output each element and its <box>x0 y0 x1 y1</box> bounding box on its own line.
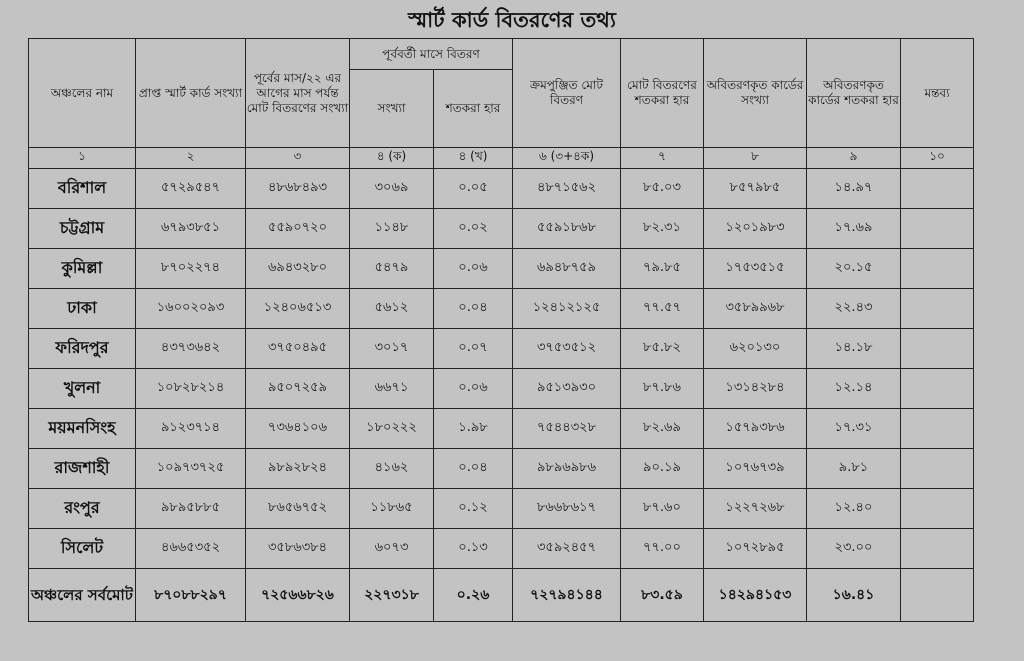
header-region: অঞ্চলের নাম <box>29 39 136 148</box>
cell-name: ঢাকা <box>29 289 136 329</box>
cell-count: ৬০৭৩ <box>350 529 434 569</box>
cell-name: কুমিল্লা <box>29 249 136 289</box>
cell-name: বরিশাল <box>29 169 136 209</box>
index-cell: ৬ (৩+৪ক) <box>513 148 621 169</box>
cell-upct: ২৩.০০ <box>807 529 901 569</box>
total-name: অঞ্চলের সর্বমোট <box>29 569 136 622</box>
table-row <box>29 489 974 529</box>
table-row <box>29 249 974 289</box>
cell-received: ৮৭০২২৭৪ <box>136 249 246 289</box>
cell-prev: ৯৫০৭২৫৯ <box>246 369 350 409</box>
header-prev-month-group: পূর্ববর্তী মাসে বিতরণ <box>350 39 513 70</box>
cell-remark <box>901 449 974 489</box>
cell-cum: ৭৫৪৪৩২৮ <box>513 409 621 449</box>
cell-undist: ১২২৭২৬৮ <box>704 489 807 529</box>
cell-count: ৬৬৭১ <box>350 369 434 409</box>
cell-name: সিলেট <box>29 529 136 569</box>
cell-upct: ১৭.৩১ <box>807 409 901 449</box>
cell-dpct: ৭৯.৮৫ <box>621 249 704 289</box>
index-cell: ১০ <box>901 148 974 169</box>
cell-undist: ১৭৫৩৫১৫ <box>704 249 807 289</box>
cell-undist: ১৩১৪২৮৪ <box>704 369 807 409</box>
cell-remark <box>901 369 974 409</box>
cell-dpct: ৮২.৬৯ <box>621 409 704 449</box>
table-row <box>29 369 974 409</box>
cell-cum: ৯৫১৩৯৩০ <box>513 369 621 409</box>
page-title: স্মার্ট কার্ড বিতরণের তথ্য <box>408 7 616 32</box>
header-prev-dist: পূর্বের মাস/২২ এর আগের মাস পর্যন্ত মোট বিতরণের সংখ্যা <box>246 39 350 148</box>
total-received: ৮৭০৮৮২৯৭ <box>136 569 246 622</box>
cell-undist: ১৫৭৯৩৮৬ <box>704 409 807 449</box>
cell-undist: ৮৫৭৯৮৫ <box>704 169 807 209</box>
cell-remark <box>901 489 974 529</box>
header-dist-pct: মোট বিতরণের শতকরা হার <box>621 39 704 148</box>
cell-name: ময়মনসিংহ <box>29 409 136 449</box>
total-row <box>29 569 974 622</box>
cell-undist: ৩৫৮৯৯৬৮ <box>704 289 807 329</box>
cell-pct: ০.১২ <box>434 489 513 529</box>
cell-dpct: ৮৭.৮৬ <box>621 369 704 409</box>
cell-name: রাজশাহী <box>29 449 136 489</box>
cell-remark <box>901 329 974 369</box>
header-cumulative: ক্রমপুঞ্জিত মোট বিতরণ <box>513 39 621 148</box>
cell-cum: ৮৬৬৮৬১৭ <box>513 489 621 529</box>
cell-pct: ০.১৩ <box>434 529 513 569</box>
cell-count: ৫৪৭৯ <box>350 249 434 289</box>
cell-dpct: ৮২.৩১ <box>621 209 704 249</box>
cell-dpct: ৯০.১৯ <box>621 449 704 489</box>
total-undist: ১৪২৯৪১৫৩ <box>704 569 807 622</box>
total-count: ২২৭৩১৮ <box>350 569 434 622</box>
table-row <box>29 209 974 249</box>
header-remarks: মন্তব্য <box>901 39 974 148</box>
cell-upct: ১৭.৬৯ <box>807 209 901 249</box>
index-cell: ৭ <box>621 148 704 169</box>
table-row <box>29 289 974 329</box>
cell-pct: ০.০৭ <box>434 329 513 369</box>
cell-upct: ২২.৪৩ <box>807 289 901 329</box>
table-row <box>29 529 974 569</box>
cell-pct: ০.০২ <box>434 209 513 249</box>
cell-name: রংপুর <box>29 489 136 529</box>
index-cell: ৩ <box>246 148 350 169</box>
table-row <box>29 329 974 369</box>
header-undist-pct: অবিতরণকৃত কার্ডের শতকরা হার <box>807 39 901 148</box>
cell-pct: ০.০৬ <box>434 369 513 409</box>
cell-cum: ৬৯৪৮৭৫৯ <box>513 249 621 289</box>
cell-prev: ৩৭৫০৪৯৫ <box>246 329 350 369</box>
cell-remark <box>901 249 974 289</box>
total-dpct: ৮৩.৫৯ <box>621 569 704 622</box>
header-undist: অবিতরণকৃত কার্ডের সংখ্যা <box>704 39 807 148</box>
cell-dpct: ৮৫.০৩ <box>621 169 704 209</box>
cell-remark <box>901 409 974 449</box>
cell-prev: ৭৩৬৪১০৬ <box>246 409 350 449</box>
cell-pct: ০.০৬ <box>434 249 513 289</box>
cell-remark <box>901 169 974 209</box>
cell-dpct: ৮৫.৮২ <box>621 329 704 369</box>
cell-count: ৩০১৭ <box>350 329 434 369</box>
total-pct: ০.২৬ <box>434 569 513 622</box>
cell-prev: ৩৫৮৬৩৮৪ <box>246 529 350 569</box>
index-cell: ৪ (ক) <box>350 148 434 169</box>
cell-cum: ৫৫৯১৮৬৮ <box>513 209 621 249</box>
cell-pct: ১.৯৮ <box>434 409 513 449</box>
cell-name: ফরিদপুর <box>29 329 136 369</box>
cell-received: ৪৩৭৩৬৪২ <box>136 329 246 369</box>
index-cell: ১ <box>29 148 136 169</box>
cell-cum: ৩৭৫৩৫১২ <box>513 329 621 369</box>
cell-upct: ১২.৪০ <box>807 489 901 529</box>
cell-upct: ২০.১৫ <box>807 249 901 289</box>
cell-cum: ৩৫৯২৪৫৭ <box>513 529 621 569</box>
cell-received: ৫৭২৯৫৪৭ <box>136 169 246 209</box>
cell-dpct: ৮৭.৬০ <box>621 489 704 529</box>
cell-upct: ১২.১৪ <box>807 369 901 409</box>
cell-received: ১০৯৭৩৭২৫ <box>136 449 246 489</box>
cell-remark <box>901 529 974 569</box>
smart-card-table <box>28 38 974 622</box>
cell-pct: ০.০৪ <box>434 449 513 489</box>
cell-prev: ৬৯৪৩২৮০ <box>246 249 350 289</box>
cell-prev: ৮৬৫৬৭৫২ <box>246 489 350 529</box>
index-cell: ৯ <box>807 148 901 169</box>
cell-undist: ১০৭৬৭৩৯ <box>704 449 807 489</box>
cell-remark <box>901 289 974 329</box>
total-prev: ৭২৫৬৬৮২৬ <box>246 569 350 622</box>
cell-received: ৪৬৬৫৩৫২ <box>136 529 246 569</box>
index-row <box>29 148 974 169</box>
cell-undist: ১২০১৯৮৩ <box>704 209 807 249</box>
cell-count: ৪১৬২ <box>350 449 434 489</box>
cell-received: ৬৭৯৩৮৫১ <box>136 209 246 249</box>
cell-pct: ০.০৫ <box>434 169 513 209</box>
cell-upct: ১৪.৯৭ <box>807 169 901 209</box>
cell-count: ৩০৬৯ <box>350 169 434 209</box>
cell-received: ৯৮৯৫৮৮৫ <box>136 489 246 529</box>
header-prev-month-pct: শতকরা হার <box>434 70 513 148</box>
cell-count: ১১৮৬৫ <box>350 489 434 529</box>
cell-received: ১০৮২৮২১৪ <box>136 369 246 409</box>
cell-cum: ৪৮৭১৫৬২ <box>513 169 621 209</box>
total-remark <box>901 569 974 622</box>
header-received: প্রাপ্ত স্মার্ট কার্ড সংখ্যা <box>136 39 246 148</box>
header-prev-month-count: সংখ্যা <box>350 70 434 148</box>
index-cell: ৮ <box>704 148 807 169</box>
total-cum: ৭২৭৯৪১৪৪ <box>513 569 621 622</box>
cell-count: ৫৬১২ <box>350 289 434 329</box>
cell-cum: ৯৮৯৬৯৮৬ <box>513 449 621 489</box>
cell-count: ১১৪৮ <box>350 209 434 249</box>
cell-remark <box>901 209 974 249</box>
index-cell: ৪ (খ) <box>434 148 513 169</box>
cell-dpct: ৭৭.০০ <box>621 529 704 569</box>
cell-prev: ৫৫৯০৭২০ <box>246 209 350 249</box>
index-cell: ২ <box>136 148 246 169</box>
cell-undist: ৬২০১৩০ <box>704 329 807 369</box>
cell-prev: ৪৮৬৮৪৯৩ <box>246 169 350 209</box>
cell-upct: ৯.৮১ <box>807 449 901 489</box>
cell-cum: ১২৪১২১২৫ <box>513 289 621 329</box>
cell-undist: ১০৭২৮৯৫ <box>704 529 807 569</box>
cell-received: ৯১২৩৭১৪ <box>136 409 246 449</box>
cell-received: ১৬০০২০৯৩ <box>136 289 246 329</box>
cell-pct: ০.০৪ <box>434 289 513 329</box>
cell-upct: ১৪.১৮ <box>807 329 901 369</box>
cell-name: খুলনা <box>29 369 136 409</box>
table-row <box>29 409 974 449</box>
cell-dpct: ৭৭.৫৭ <box>621 289 704 329</box>
table-row <box>29 449 974 489</box>
cell-name: চট্টগ্রাম <box>29 209 136 249</box>
cell-prev: ৯৮৯২৮২৪ <box>246 449 350 489</box>
cell-prev: ১২৪০৬৫১৩ <box>246 289 350 329</box>
total-upct: ১৬.৪১ <box>807 569 901 622</box>
table-row <box>29 169 974 209</box>
cell-count: ১৮০২২২ <box>350 409 434 449</box>
